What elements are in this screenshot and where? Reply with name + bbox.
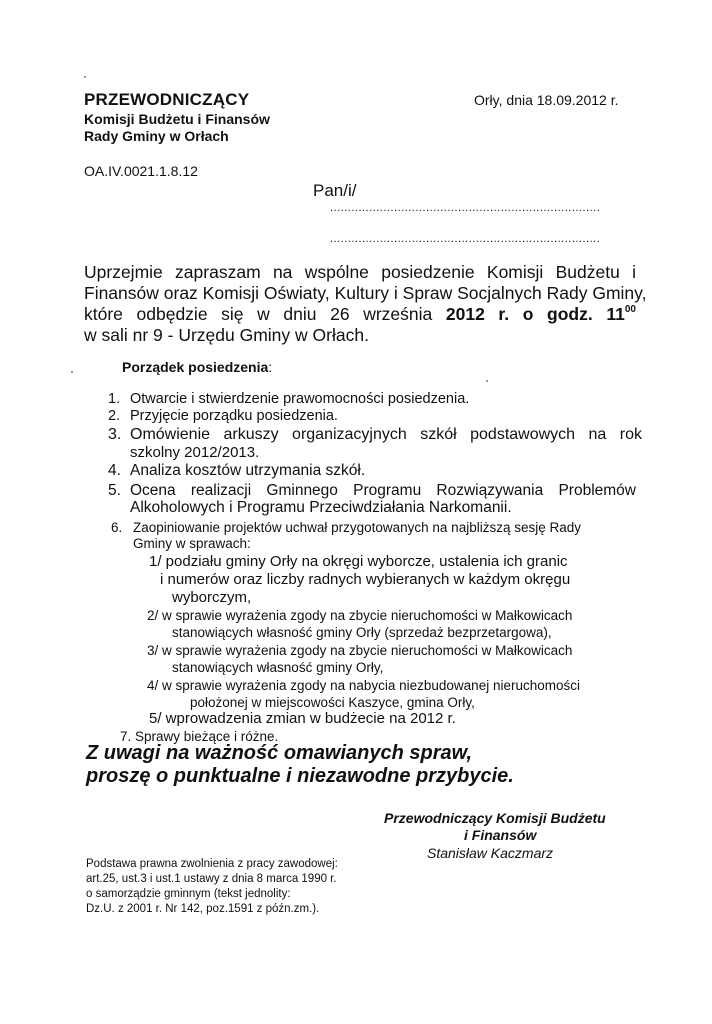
sub-item-line: stanowiących własność gminy Orły, <box>172 660 384 675</box>
agenda-heading-text: Porządek posiedzenia <box>122 359 269 375</box>
scan-speck <box>486 380 488 382</box>
recipient-line-2: ............................................................................ <box>330 233 601 245</box>
scan-speck <box>84 76 86 78</box>
agenda-item-number: 5. <box>108 482 121 499</box>
agenda-item-text: Omówienie arkuszy organizacyjnych szkół podstawowych na rok <box>130 426 642 443</box>
footnote-line: o samorządzie gminnym (tekst jednolity: <box>86 888 291 900</box>
sender-title: PRZEWODNICZĄCY <box>84 90 250 109</box>
scan-speck <box>71 371 73 373</box>
agenda-item-text: Gminy w sprawach: <box>133 536 251 551</box>
sub-item-line: 4/ w sprawie wyrażenia zgody na nabycia niezbudowanej nieruchomości <box>147 678 580 693</box>
agenda-item-text: szkolny 2012/2013. <box>130 444 260 461</box>
invitation-paragraph <box>84 262 647 346</box>
agenda-heading-colon: : <box>268 359 273 375</box>
agenda-item-text: Sprawy bieżące i różne. <box>135 729 279 744</box>
agenda-item-text: Analiza kosztów utrzymania szkół. <box>130 462 366 479</box>
invitation-line-4: w sali nr 9 - Urzędu Gminy w Orłach. <box>84 325 369 345</box>
invitation-line-2: Finansów oraz Komisji Oświaty, Kultury i Spraw Socjalnych Rady Gminy, <box>84 283 647 303</box>
agenda-item-text: Przyjęcie porządku posiedzenia. <box>130 408 338 424</box>
agenda-item-text: Alkoholowych i Programu Przeciwdziałania Narkomanii. <box>130 499 512 516</box>
agenda-item-number: 7. <box>120 729 132 744</box>
invitation-line-3 <box>84 304 636 325</box>
agenda-heading <box>122 359 272 375</box>
signature-name: Stanisław Kaczmarz <box>427 845 554 861</box>
agenda-item-number: 4. <box>108 462 121 479</box>
footnote-line: art.25, ust.3 i ust.1 ustawy z dnia 8 marca 1990 r. <box>86 873 337 885</box>
invitation-time-minutes: 00 <box>624 304 636 315</box>
agenda-item-number: 2. <box>108 408 121 424</box>
sub-item-line: wyborczym, <box>172 589 252 606</box>
footnote-line: Podstawa prawna zwolnienia z pracy zawodowej: <box>86 858 338 870</box>
invitation-line-1: Uprzejmie zapraszam na wspólne posiedzenie Komisji Budżetu i <box>84 262 636 282</box>
sender-council: Rady Gminy w Orłach <box>84 128 229 144</box>
sub-item-line: i numerów oraz liczby radnych wybieranych w każdym okręgu <box>160 571 571 588</box>
signature-title: Przewodniczący Komisji Budżetu <box>384 810 606 826</box>
sub-item-line: położonej w miejscowości Kaszyce, gmina Orły, <box>190 695 475 710</box>
signature-title-cont: i Finansów <box>464 827 537 843</box>
footnote-line: Dz.U. z 2001 r. Nr 142, poz.1591 z późn.zm.). <box>86 903 320 915</box>
sub-item-line: stanowiących własność gminy Orły (sprzedaż bezprzetargowa), <box>172 625 552 640</box>
sub-item-line: 3/ w sprawie wyrażenia zgody na zbycie nieruchomości w Małkowicach <box>147 643 573 658</box>
sub-item-line: 5/ wprowadzenia zmian w budżecie na 2012 r. <box>149 710 456 727</box>
sub-item-line: 2/ w sprawie wyrażenia zgody na zbycie nieruchomości w Małkowicach <box>147 608 573 623</box>
recipient-salutation: Pan/i/ <box>313 181 357 200</box>
agenda-item-text: Otwarcie i stwierdzenie prawomocności posiedzenia. <box>130 391 470 407</box>
sender-committee: Komisji Budżetu i Finansów <box>84 111 270 127</box>
agenda-item-number: 1. <box>108 391 121 407</box>
notice-line-1: Z uwagi na ważność omawianych spraw, <box>86 742 473 764</box>
agenda-item-number: 6. <box>111 520 123 535</box>
notice-line-2: proszę o punktualne i niezawodne przybycie. <box>86 765 514 787</box>
reference-number: OA.IV.0021.1.8.12 <box>84 163 198 179</box>
agenda-item-text: Zaopiniowanie projektów uchwał przygotowanych na najbliższą sesję Rady <box>133 520 581 535</box>
document-date: Orły, dnia 18.09.2012 r. <box>474 92 619 108</box>
sub-item-line: 1/ podziału gminy Orły na okręgi wyborcze, ustalenia ich granic <box>149 553 568 570</box>
agenda-item-text: Ocena realizacji Gminnego Programu Rozwiązywania Problemów <box>130 482 636 499</box>
invitation-time-text: 2012 r. o godz. 11 <box>445 304 625 324</box>
recipient-line-1: ............................................................................ <box>330 202 601 214</box>
agenda-item-number: 3. <box>108 426 122 443</box>
invitation-date-text: które odbędzie się w dniu 26 września <box>84 304 446 324</box>
